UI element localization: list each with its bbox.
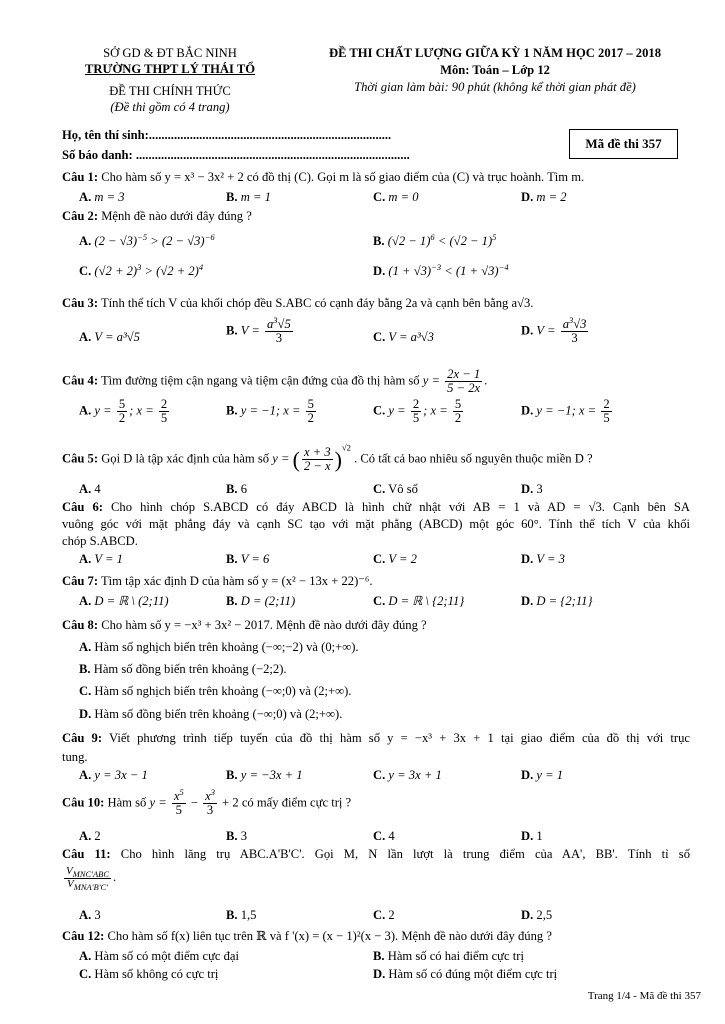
department-name: SỞ GD & ĐT BẮC NINH [103, 46, 237, 60]
q5-option-d: D. 3 [521, 482, 543, 496]
candidate-number-line: Số báo danh: ....................................................................................... [62, 148, 410, 162]
q11-option-c: C. 2 [373, 908, 395, 922]
q7-option-b: B. D = (2;11) [226, 594, 296, 608]
q12-option-c: C. Hàm số không có cực trị [79, 967, 219, 981]
q6-option-d: D. V = 3 [521, 552, 565, 566]
q9-option-b: B. y = −3x + 1 [226, 768, 303, 782]
q11-option-d: D. 2,5 [521, 908, 553, 922]
time-line: Thời gian làm bài: 90 phút (không kể thời gian phát đề) [354, 80, 636, 94]
question-5: Câu 5: Gọi D là tập xác định của hàm số y = ( $\frac{x + 3}{2 - x}$ )$^{√2}$ . Có tất cả bao nhiêu số nguyên thuộc miền D ? [62, 442, 593, 474]
q5-option-c: C. Vô số [373, 482, 418, 496]
exam-code: Mã đề thi 357 [585, 135, 662, 151]
q8-option-a: A. Hàm số nghịch biến trên khoảng (−∞;−2) và (0;+∞). [79, 640, 359, 654]
q10-option-b: B. 3 [226, 829, 248, 843]
q3-option-a: A. V = a³√5 [79, 330, 140, 344]
question-3: Câu 3: Tính thể tích V của khối chóp đều S.ABC có cạnh đáy bằng 2a và cạnh bên bằng a√3. [62, 296, 534, 310]
q6-option-c: C. V = 2 [373, 552, 417, 566]
q4-option-b: B. y = −1; x = $\frac{5}{2}$ [226, 397, 314, 426]
q5-option-a: A. 4 [79, 482, 101, 496]
q7-option-d: D. D = {2;11} [521, 594, 593, 608]
q5-option-b: B. 6 [226, 482, 248, 496]
q11-option-a: A. 3 [79, 908, 101, 922]
question-2: Câu 2: Mệnh đề nào dưới đây đúng ? [62, 209, 252, 223]
q8-option-d: D. Hàm số đồng biến trên khoảng (−∞;0) và (2;+∞). [79, 707, 343, 721]
q7-option-a: A. D = ℝ \ (2;11) [79, 594, 169, 608]
question-1 [62, 170, 584, 186]
q9-option-d: D. y = 1 [521, 768, 564, 782]
q1-option-b: B. m = 1 [226, 190, 271, 204]
q10-option-d: D. 1 [521, 829, 543, 843]
q10-option-a: A. 2 [79, 829, 101, 843]
q2-option-b: B. $(√2 - 1)^6 < (√2 - 1)^5$ [373, 231, 497, 248]
q4-option-d: D. y = −1; x = $\frac{2}{5}$ [521, 397, 610, 426]
q8-option-c: C. Hàm số nghịch biến trên khoảng (−∞;0) và (2;+∞). [79, 684, 352, 698]
q2-option-c: C. $(√2 + 2)^3 > (√2 + 2)^4$ [79, 261, 204, 278]
question-6-line2: vuông góc với mặt phẳng đáy và cạnh SC tạo với mặt phẳng (ABCD) một góc 60°. Tính thể tích V của khối [62, 517, 690, 531]
question-9: Câu 9: Viết phương trình tiếp tuyến của đồ thị hàm số y = −x³ + 3x + 1 tại giao điểm của đồ thị với trục [62, 731, 691, 745]
question-9-line2: tung. [62, 750, 88, 764]
question-8: Câu 8: Cho hàm số y = −x³ + 3x² − 2017. Mệnh đề nào dưới đây đúng ? [62, 618, 427, 632]
q12-option-b: B. Hàm số có hai điểm cực trị [373, 949, 524, 963]
q7-option-c: C. D = ℝ \ {2;11} [373, 594, 465, 608]
q3-option-d: D. V = $\frac{a^3√3}{3}$ [521, 314, 587, 346]
q1-option-c: C. m = 0 [373, 190, 419, 204]
question-6-line3: chóp S.ABCD. [62, 534, 138, 548]
question-12: Câu 12: Cho hàm số f(x) liên tục trên ℝ và f '(x) = (x − 1)²(x − 3). Mệnh đề nào dưới đây đúng ? [62, 929, 552, 943]
official-label: ĐỀ THI CHÍNH THỨC [109, 84, 231, 98]
question-7: Câu 7: Tìm tập xác định D của hàm số y = (x² − 13x + 22)⁻⁶. [62, 574, 373, 588]
question-4: Câu 4: Tìm đường tiệm cận ngang và tiệm cận đứng của đồ thị hàm số y = $\frac{2x - 1}{5 - 2x}$ . [62, 367, 488, 396]
q12-option-d: D. Hàm số có đúng một điểm cực trị [373, 967, 558, 981]
page-footer: Trang 1/4 - Mã đề thi 357 [587, 990, 701, 1002]
q6-option-a: A. V = 1 [79, 552, 123, 566]
q3-option-b: B. V = $\frac{a^3√5}{3}$ [226, 314, 291, 346]
q12-option-a: A. Hàm số có một điểm cực đại [79, 949, 240, 963]
q3-option-c: C. V = a³√3 [373, 330, 434, 344]
q2-option-d: D. $(1 + √3)^{-3} < (1 + √3)^{-4}$ [373, 261, 509, 278]
q1-option-d: D. m = 2 [521, 190, 567, 204]
q6-option-b: B. V = 6 [226, 552, 270, 566]
subject-line: Môn: Toán – Lớp 12 [440, 63, 550, 77]
pages-note: (Đề thi gồm có 4 trang) [110, 100, 230, 114]
candidate-name-line: Họ, tên thí sinh:............................................................................. [62, 128, 392, 142]
q2-option-a: A. $(2 - √3)^{-5} > (2 - √3)^{-6}$ [79, 231, 215, 248]
question-11: Câu 11: Cho hình lăng trụ ABC.A'B'C'. Gọi M, N lần lượt là trung điểm của AA', BB'. Tính tỉ số [62, 847, 691, 861]
question-number: Câu 1: [62, 170, 99, 184]
exam-code-box [569, 129, 678, 159]
question-10: Câu 10: Hàm số y = $\frac{x^5}{5}$ − $\frac{x^3}{3}$ + 2 có mấy điểm cực trị ? [62, 786, 352, 818]
q10-option-c: C. 4 [373, 829, 395, 843]
q1-option-a: A. m = 3 [79, 190, 125, 204]
school-name: TRƯỜNG THPT LÝ THÁI TỔ [84, 62, 256, 76]
q9-option-c: C. y = 3x + 1 [373, 768, 442, 782]
q11-option-b: B. 1,5 [226, 908, 257, 922]
q8-option-b: B. Hàm số đồng biến trên khoảng (−2;2). [79, 662, 287, 676]
question-6: Câu 6: Cho hình chóp S.ABCD có đáy ABCD là hình chữ nhật với AB = 1 và AD = √3. Cạnh bên SA [62, 500, 690, 514]
q11-ratio: $\frac{V_{MNC'ABC}}{V_{MNA'B'C'}}$ . [66, 865, 117, 892]
q4-option-a: A. y = $\frac{5}{2}$ ; x = $\frac{2}{5}$ [79, 397, 168, 426]
question-text: Cho hàm số y = x³ − 3x² + 2 có đồ thị (C). Gọi m là số giao điểm của (C) và trục hoành. Tìm m. [101, 170, 585, 184]
q9-option-a: A. y = 3x − 1 [79, 768, 148, 782]
q4-option-c: C. y = $\frac{2}{5}$ ; x = $\frac{5}{2}$ [373, 397, 462, 426]
exam-title: ĐỀ THI CHẤT LƯỢNG GIỮA KỲ 1 NĂM HỌC 2017 – 2018 [328, 46, 661, 60]
